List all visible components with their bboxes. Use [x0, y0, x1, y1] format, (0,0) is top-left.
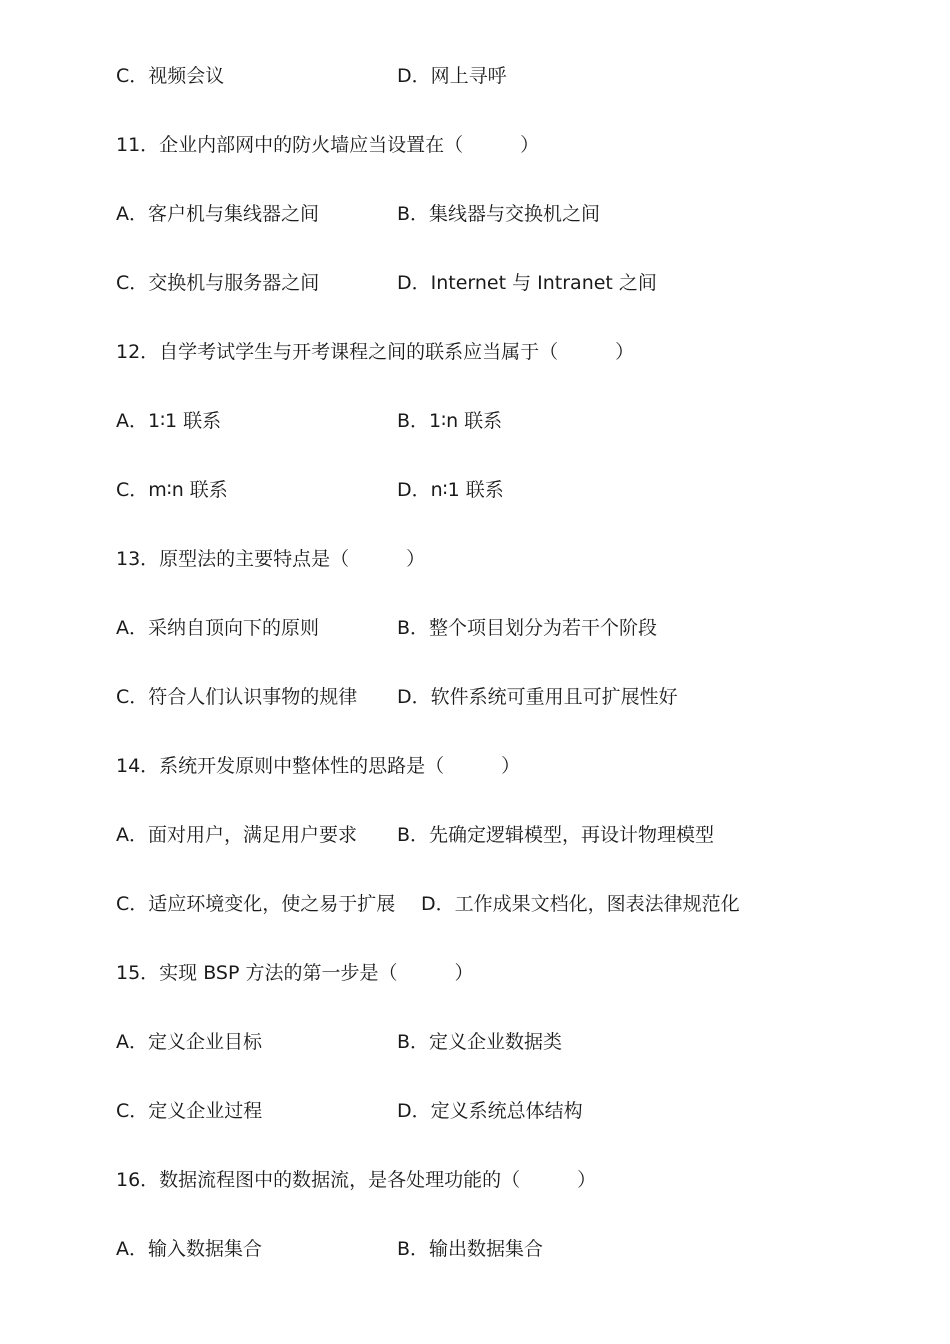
option-c: C．交换机与服务器之间	[116, 272, 320, 294]
option-a: A．面对用户，满足用户要求	[116, 824, 357, 846]
option-b: B．集线器与交换机之间	[397, 203, 601, 225]
question-15: 15．实现 BSP 方法的第一步是（ ）	[116, 962, 474, 984]
option-d: D．n∶1 联系	[397, 479, 504, 501]
option-b: B．先确定逻辑模型，再设计物理模型	[397, 824, 715, 846]
options-row	[116, 63, 507, 89]
options-row	[116, 891, 740, 917]
option-c: C．视频会议	[116, 65, 225, 87]
options-row	[116, 477, 504, 503]
option-b: B．输出数据集合	[397, 1238, 544, 1260]
option-b: B．整个项目划分为若干个阶段	[397, 617, 658, 639]
option-c: C．m∶n 联系	[116, 479, 228, 501]
option-c: C．适应环境变化，使之易于扩展	[116, 893, 396, 915]
option-d: D．工作成果文档化，图表法律规范化	[421, 893, 740, 915]
options-row	[116, 270, 657, 296]
options-row	[116, 408, 503, 434]
option-c: C．定义企业过程	[116, 1100, 263, 1122]
options-row	[116, 684, 678, 710]
option-a: A．采纳自顶向下的原则	[116, 617, 319, 639]
option-b: B．定义企业数据类	[397, 1031, 563, 1053]
option-d: D．定义系统总体结构	[397, 1100, 583, 1122]
question-13: 13．原型法的主要特点是（ ）	[116, 548, 426, 570]
options-row	[116, 201, 601, 227]
option-a: A．客户机与集线器之间	[116, 203, 319, 225]
options-row	[116, 822, 715, 848]
options-row	[116, 1236, 544, 1262]
option-b: B．1∶n 联系	[397, 410, 503, 432]
question-16: 16．数据流程图中的数据流，是各处理功能的（ ）	[116, 1169, 597, 1191]
question-14: 14．系统开发原则中整体性的思路是（ ）	[116, 755, 521, 777]
option-a: A．定义企业目标	[116, 1031, 262, 1053]
option-c: C．符合人们认识事物的规律	[116, 686, 358, 708]
option-d: D．软件系统可重用且可扩展性好	[397, 686, 678, 708]
option-a: A．输入数据集合	[116, 1238, 262, 1260]
option-d: D．Internet 与 Intranet 之间	[397, 272, 657, 294]
options-row	[116, 1029, 563, 1055]
options-row	[116, 1098, 583, 1124]
question-11: 11．企业内部网中的防火墙应当设置在（ ）	[116, 134, 540, 156]
option-a: A．1∶1 联系	[116, 410, 222, 432]
question-12: 12．自学考试学生与开考课程之间的联系应当属于（ ）	[116, 341, 635, 363]
options-row	[116, 615, 658, 641]
option-d: D．网上寻呼	[397, 65, 507, 87]
